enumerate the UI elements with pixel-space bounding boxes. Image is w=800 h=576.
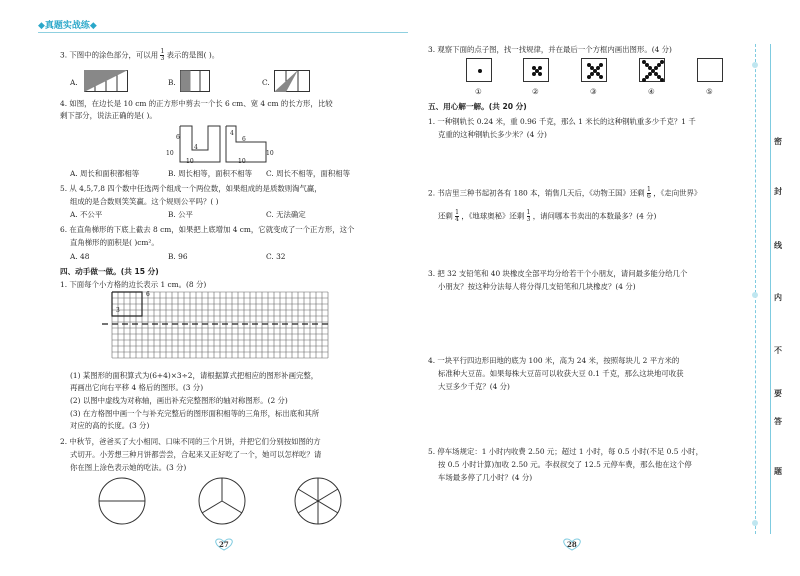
word-problem-2-line1: 2. 书店里三种书起初各有 180 本，销售几天后，《动物王国》还剩 $\frac{1}{6}$ ，《走向世界》	[428, 186, 702, 200]
fraction: $\frac{1}{4}$	[455, 209, 459, 223]
page-number-right: 28	[567, 540, 577, 549]
seal-char: 密	[774, 136, 782, 146]
square-grid	[100, 290, 340, 364]
seal-dashed-line	[755, 44, 756, 534]
word-problem-4-line3: 大豆多少千克？(4 分)	[438, 382, 510, 391]
question-6-line1: 6. 在直角梯形的下底上截去 8 cm，如果把上底增加 4 cm，它就变成了一个正方形，这个	[60, 225, 355, 234]
question-6-line2: 直角梯形的面积是( )cm²。	[70, 238, 159, 247]
dim-label: 4	[194, 144, 198, 151]
seal-dot	[752, 520, 758, 526]
word-problem-2-line2: 还剩 $\frac{1}{4}$ ，《地球奥秘》还剩 $\frac{1}{3}$ ，请问哪本书卖出的本数最多？(4 分)	[438, 209, 657, 223]
problem-1-sub3b: 对应的高的长度。(3 分)	[70, 421, 150, 430]
shaded-figure-b	[180, 70, 210, 92]
problem-1: 1. 下面每个小方格的边长表示 1 cm。(8 分)	[60, 280, 207, 289]
question-5-line2: 组成的是合数则笑笑赢。这个规则公平吗？( )	[70, 197, 219, 206]
word-problem-1-line2: 克重的这种钢轨长多少米？(4 分)	[438, 130, 547, 139]
word-problem-5-line3: 车场最多停了几小时？(4 分)	[438, 473, 533, 482]
label: ⑤	[706, 87, 713, 96]
section-4-title: 四、动手做一做。(共 15 分)	[60, 267, 159, 276]
option-c[interactable]: C. 无法确定	[266, 210, 306, 219]
dim-label: 6	[242, 136, 246, 143]
cut-square-figures	[170, 122, 270, 166]
problem-2-line2: 式切开。小芳想三种月饼都尝尝，合起来又正好吃了一个，她可以怎样吃？请	[70, 450, 322, 459]
seal-char: 不	[774, 345, 782, 355]
word-problem-1-line1: 1. 一种钢轨长 0.24 米，重 0.96 千克，那么 1 米长的这种钢轨重多少千克？1 千	[428, 117, 696, 126]
option-a[interactable]: A. 48	[70, 252, 90, 261]
dot-pattern-3	[581, 58, 607, 82]
problem-2-line3: 你在图上涂色表示她的吃法。(3 分)	[70, 463, 187, 472]
answer-box[interactable]	[697, 58, 723, 82]
word-problem-5-line2: 按 0.5 小时计算)加收 2.50 元。李叔叔交了 12.5 元停车费，那么他在这个停	[438, 460, 692, 469]
dot-pattern-1	[466, 58, 492, 82]
grid-label: 6	[146, 291, 150, 298]
word-problem-3-line2: 小朋友？按这种分法每人将分得几支铅笔和几块橡皮？(4 分)	[438, 282, 636, 291]
dim-label: 10	[238, 158, 246, 165]
option-c[interactable]: C. 32	[266, 252, 286, 261]
dot-pattern-4	[639, 58, 665, 82]
label: ③	[590, 87, 597, 96]
option-b[interactable]: B. 公平	[168, 210, 193, 219]
section-header: ◆真题实战练◆	[38, 21, 97, 31]
fraction: $\frac{1}{3}$	[160, 48, 165, 62]
option-a[interactable]: A. 周长和面积都相等	[70, 169, 140, 178]
header-divider	[38, 32, 408, 33]
fraction: $\frac{1}{6}$	[647, 186, 651, 200]
dim-label: 4	[230, 130, 234, 137]
seal-char: 答	[774, 416, 782, 426]
seal-char: 题	[774, 466, 782, 476]
label: ①	[475, 87, 482, 96]
dim-label: 10	[186, 158, 194, 165]
shaded-figure-a	[84, 70, 128, 92]
option-b[interactable]: B. 周长相等，面积不相等	[168, 169, 253, 178]
option-a[interactable]: A.	[70, 78, 78, 87]
seal-dot	[752, 62, 758, 68]
fraction: $\frac{1}{3}$	[526, 209, 531, 223]
page-number-left: 27	[219, 540, 229, 549]
question-5-line1: 5. 从 4,5,7,8 四个数中任选两个组成一个两位数，如果组成的是质数则淘气赢，	[60, 184, 322, 193]
section-5-title: 五、用心解一解。(共 20 分)	[428, 102, 527, 111]
seal-char: 内	[774, 292, 782, 302]
dot-pattern-2	[523, 58, 549, 82]
dim-label: 6	[176, 134, 180, 141]
option-b[interactable]: B.	[168, 78, 176, 87]
problem-2-line1: 2. 中秋节，爸爸买了大小相同、口味不同的三个月饼，并把它们分别按如图的方	[60, 437, 321, 446]
word-problem-4-line1: 4. 一块平行四边形田地的底为 100 米，高为 24 米，按照每块儿 2 平方米的	[428, 356, 680, 365]
dim-label: 10	[166, 150, 174, 157]
seal-border	[770, 44, 771, 534]
seal-char: 要	[774, 388, 782, 398]
shaded-figure-c	[274, 70, 310, 92]
option-a[interactable]: A. 不公平	[70, 210, 103, 219]
seal-char: 线	[774, 240, 782, 250]
question-4-line1: 4. 如图，在边长是 10 cm 的正方形中剪去一个长 6 cm、宽 4 cm 的长方形，比较	[60, 99, 333, 108]
word-problem-3-line1: 3. 把 32 支铅笔和 40 块橡皮全部平均分给若干个小朋友，请问最多能分给几个	[428, 269, 688, 278]
option-b[interactable]: B. 96	[168, 252, 188, 261]
problem-1-sub1b: 再画出它向右平移 4 格后的图形。(3 分)	[70, 383, 204, 392]
grid-label: 3	[116, 307, 120, 314]
seal-dot	[752, 292, 758, 298]
problem-1-sub1: (1) 某图形的面积算式为(6+4)×3÷2，请根据算式把相应的图形补画完整，	[70, 371, 319, 380]
label: ②	[532, 87, 539, 96]
word-problem-4-line2: 标准种大豆苗。如果每株大豆苗可以收获大豆 0.1 千克，那么这块地可收获	[438, 369, 684, 378]
problem-1-sub2: (2) 以图中虚线为对称轴，画出补充完整图形的轴对称图形。(2 分)	[70, 396, 288, 405]
option-c[interactable]: C.	[262, 78, 270, 87]
option-c[interactable]: C. 周长不相等，面积相等	[266, 169, 350, 178]
question-3: 3. 下图中的涂色部分，可以用 $\frac{1}{3}$ 表示的是图( )。	[60, 48, 220, 62]
label: ④	[648, 87, 655, 96]
problem-1-sub3: (3) 在方格图中画一个与补充完整后的图形面积相等的三角形，标出底和其所	[70, 409, 320, 418]
question-3-right: 3. 观察下面的点子图，找一找规律，并在最后一个方框内画出图形。(4 分)	[428, 45, 672, 54]
word-problem-5-line1: 5. 停车场规定：1 小时内收费 2.50 元；超过 1 小时，每 0.5 小时(不足 0.5 小时，	[428, 447, 703, 456]
question-4-line2: 剩下部分，说法正确的是( )。	[60, 111, 157, 120]
seal-char: 封	[774, 186, 782, 196]
dim-label: 10	[266, 150, 274, 157]
mooncake-circles[interactable]	[95, 476, 345, 528]
